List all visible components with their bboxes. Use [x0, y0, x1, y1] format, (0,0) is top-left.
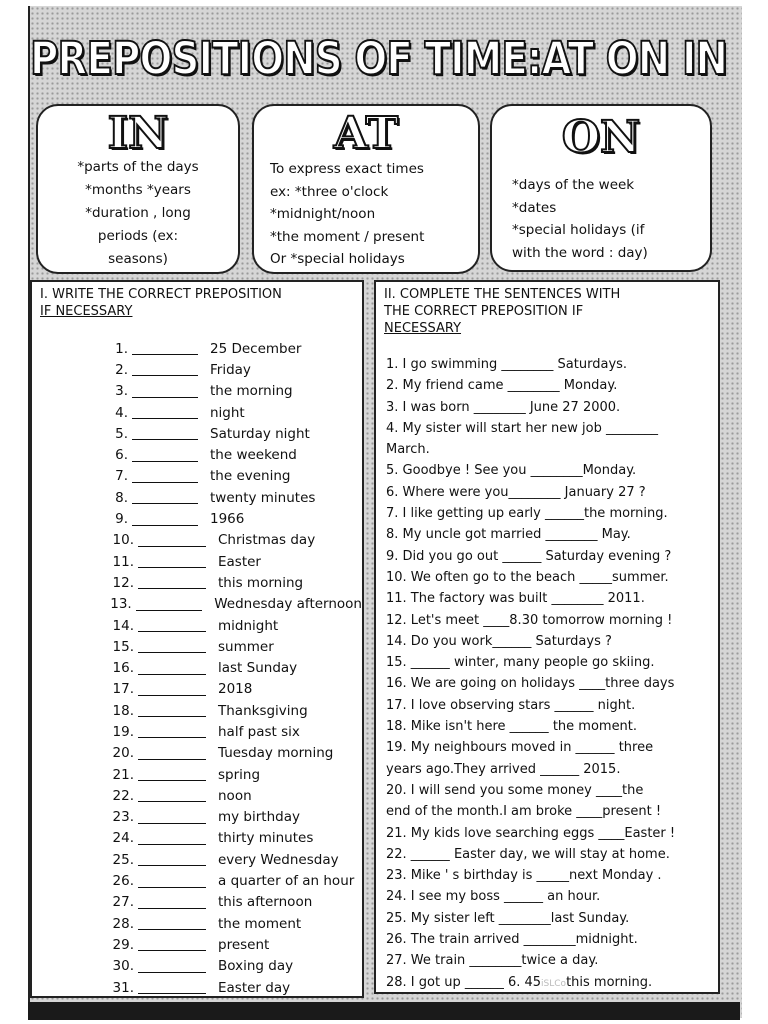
answer-blank[interactable]	[132, 406, 198, 419]
exercise-two-title-line2: THE CORRECT PREPOSITION IF	[384, 304, 584, 319]
sentence-text: 6. Where were you________ January 27 ?	[386, 484, 646, 500]
exercise-two-sentence	[386, 716, 716, 737]
exercise-one-item	[32, 594, 362, 615]
sentence-text: 1. I go swimming ________ Saturdays.	[386, 357, 628, 372]
sentence-text: 8. My uncle got married ________ May.	[386, 527, 631, 543]
exercise-two-sentence	[386, 652, 716, 673]
item-text: thirty minutes	[218, 830, 314, 847]
item-text: 25 December	[210, 340, 302, 357]
answer-blank[interactable]	[138, 832, 206, 845]
answer-blank[interactable]	[138, 619, 206, 632]
exercise-two-sentence	[386, 972, 716, 995]
item-number: 18.	[112, 702, 134, 719]
at-rule-line: Or *special holidays	[270, 251, 405, 267]
answer-blank[interactable]	[138, 725, 206, 738]
sentence-text: 26. The train arrived ________midnight.	[386, 932, 638, 948]
exercise-one-item	[32, 679, 362, 700]
answer-blank[interactable]	[138, 938, 206, 951]
sentence-text: 28. I got up ______ 6. 45	[386, 974, 542, 990]
item-text: half past six	[218, 723, 300, 740]
answer-blank[interactable]	[138, 981, 206, 994]
item-number: 30.	[112, 958, 134, 975]
exercise-two-sentence	[386, 737, 716, 758]
sentence-tail: this morning.	[566, 974, 653, 990]
sentence-text: 25. My sister left ________last Sunday.	[386, 910, 630, 926]
answer-blank[interactable]	[132, 470, 198, 483]
answer-blank[interactable]	[138, 640, 206, 653]
exercise-one-item	[32, 402, 362, 423]
at-rule-line: ex: *three o'clock	[270, 183, 389, 200]
sentence-text: 15. ______ winter, many people go skiing.	[386, 655, 655, 671]
sentence-text: 20. I will send you some money ____the	[386, 782, 644, 798]
item-number: 10.	[112, 532, 134, 549]
item-text: last Sunday	[218, 660, 298, 677]
exercise-two-sentence	[386, 567, 716, 588]
page-margin	[742, 6, 768, 1018]
exercise-one-item	[32, 487, 362, 508]
exercise-one-item	[32, 934, 362, 955]
answer-blank[interactable]	[138, 917, 206, 930]
item-number: 28.	[112, 915, 134, 932]
exercise-two-sentence	[386, 354, 716, 375]
item-number: 8.	[115, 489, 128, 506]
answer-blank[interactable]	[138, 811, 206, 824]
item-text: midnight	[218, 617, 279, 634]
exercise-two-sentence	[386, 759, 716, 780]
item-text: Easter	[218, 553, 261, 570]
exercise-one-item	[32, 551, 362, 572]
item-text: Saturday night	[210, 425, 310, 442]
item-number: 19.	[112, 723, 134, 740]
in-rules-list	[38, 156, 238, 271]
exercise-one-item	[32, 359, 362, 380]
exercise-two-sentence	[386, 631, 716, 652]
at-rule-line: To express exact times	[270, 161, 424, 177]
exercise-two-sentence	[386, 375, 716, 396]
at-rules-box	[252, 104, 480, 274]
answer-blank[interactable]	[132, 363, 198, 376]
watermark: iSLCo	[541, 978, 567, 989]
exercise-one-item	[32, 743, 362, 764]
item-number: 4.	[115, 404, 128, 421]
sentence-text: 10. We often go to the beach _____summer.	[386, 569, 669, 585]
exercise-one-title-line1: I. WRITE THE CORRECT PREPOSITION	[40, 287, 282, 302]
exercise-two-sentence	[386, 610, 716, 631]
exercise-one-item	[32, 700, 362, 721]
answer-blank[interactable]	[138, 896, 206, 909]
answer-blank[interactable]	[138, 534, 206, 547]
sentence-text: 22. ______ Easter day, we will stay at home.	[386, 846, 670, 862]
exercise-one-item	[32, 807, 362, 828]
answer-blank[interactable]	[132, 342, 198, 355]
answer-blank[interactable]	[138, 768, 206, 781]
item-number: 21.	[112, 766, 134, 783]
item-number: 22.	[112, 787, 134, 804]
worksheet-title: PREPOSITIONS OF TIME:AT ON IN	[30, 32, 728, 85]
item-text: Thanksgiving	[218, 702, 308, 719]
item-text: my birthday	[218, 809, 300, 826]
item-number: 1.	[115, 340, 128, 357]
item-text: a quarter of an hour	[218, 873, 355, 890]
sentence-text: 9. Did you go out ______ Saturday evening ?	[386, 548, 672, 564]
on-rules-list	[492, 174, 710, 264]
item-text: night	[210, 404, 245, 421]
exercise-one-item	[32, 657, 362, 678]
exercise-two-sentence	[386, 801, 716, 822]
exercise-two-sentence	[386, 546, 716, 567]
sentence-text: 21. My kids love searching eggs ____Easter !	[386, 825, 676, 841]
answer-blank[interactable]	[132, 427, 198, 440]
sentence-text: 19. My neighbours moved in ______ three	[386, 740, 654, 756]
answer-blank[interactable]	[138, 576, 206, 589]
at-rule-line: *the moment / present	[270, 228, 425, 245]
item-text: present	[218, 936, 270, 953]
at-heading: AT	[333, 108, 399, 159]
exercise-two-sentence	[386, 929, 716, 950]
sentence-text: 16. We are going on holidays ____three days	[386, 676, 675, 692]
item-number: 14.	[112, 617, 134, 634]
item-number: 27.	[112, 894, 134, 911]
exercise-one-item	[32, 977, 362, 998]
sentence-text: years ago.They arrived ______ 2015.	[386, 761, 621, 777]
sentence-text: 2. My friend came ________ Monday.	[386, 378, 618, 394]
item-text: Friday	[210, 361, 251, 378]
item-text: the weekend	[210, 447, 297, 464]
exercise-two-sentence	[386, 886, 716, 907]
exercise-two-panel	[374, 280, 720, 994]
exercise-one-item	[32, 466, 362, 487]
page-bottom-border	[28, 1002, 740, 1020]
item-number: 26.	[112, 873, 134, 890]
sentence-text: 7. I like getting up early ______the morning.	[386, 506, 668, 522]
exercise-one-item	[32, 785, 362, 806]
exercise-two-sentence	[386, 588, 716, 609]
exercise-two-sentence	[386, 844, 716, 865]
on-rule-line: *days of the week	[512, 177, 635, 193]
item-number: 3.	[115, 383, 128, 400]
sentence-text: 5. Goodbye ! See you ________Monday.	[386, 463, 637, 479]
item-number: 31.	[112, 979, 134, 996]
item-text: twenty minutes	[210, 489, 316, 506]
exercise-one-item	[32, 381, 362, 402]
exercise-two-sentence	[386, 908, 716, 929]
item-text: the morning	[210, 383, 293, 400]
exercise-one-item	[32, 615, 362, 636]
item-number: 12.	[112, 574, 134, 591]
in-rules-box	[36, 104, 240, 274]
exercise-two-sentence	[386, 482, 716, 503]
item-number: 9.	[115, 511, 128, 528]
exercise-two-list	[386, 354, 716, 995]
answer-blank[interactable]	[136, 598, 202, 611]
exercise-two-sentence	[386, 695, 716, 716]
exercise-one-item	[32, 828, 362, 849]
item-number: 24.	[112, 830, 134, 847]
on-rule-line: *special holidays (if	[512, 222, 645, 238]
exercise-one-item	[32, 764, 362, 785]
exercise-two-sentence	[386, 865, 716, 886]
item-text: the moment	[218, 915, 302, 932]
item-text: 1966	[210, 511, 245, 528]
in-heading: IN	[107, 108, 169, 159]
item-number: 7.	[115, 468, 128, 485]
at-rule-line: *midnight/noon	[270, 206, 376, 222]
sentence-text: 11. The factory was built ________ 2011.	[386, 591, 645, 607]
item-number: 17.	[112, 681, 134, 698]
exercise-one-item	[32, 913, 362, 934]
answer-blank[interactable]	[132, 491, 198, 504]
exercise-two-sentence	[386, 524, 716, 545]
item-number: 16.	[112, 660, 134, 677]
exercise-one-title	[32, 282, 362, 320]
exercise-one-item	[32, 423, 362, 444]
on-rule-line: *dates	[512, 199, 557, 216]
sentence-text: 27. We train ________twice a day.	[386, 953, 599, 969]
in-rule-line: periods (ex:	[97, 228, 179, 244]
in-rule-line: *months *years	[85, 182, 191, 198]
exercise-one-item	[32, 530, 362, 551]
item-text: Christmas day	[218, 532, 316, 549]
exercise-one-item	[32, 892, 362, 913]
at-rules-list	[254, 158, 478, 271]
answer-blank[interactable]	[138, 747, 206, 760]
exercise-two-sentence	[386, 950, 716, 971]
on-rules-box	[490, 104, 712, 272]
exercise-two-sentence	[386, 503, 716, 524]
item-text: summer	[218, 638, 274, 655]
exercise-one-item	[32, 572, 362, 593]
answer-blank[interactable]	[138, 789, 206, 802]
sentence-text: 23. Mike ' s birthday is _____next Monday .	[386, 868, 662, 884]
exercise-two-title-line3: NECESSARY	[384, 321, 462, 336]
answer-blank[interactable]	[132, 513, 198, 526]
sentence-text: end of the month.I am broke ____present !	[386, 804, 662, 820]
answer-blank[interactable]	[138, 683, 206, 696]
exercise-one-item	[32, 956, 362, 977]
in-rule-line: seasons)	[108, 251, 168, 267]
answer-blank[interactable]	[132, 385, 198, 398]
item-text: this afternoon	[218, 894, 313, 911]
exercise-two-title-line1: II. COMPLETE THE SENTENCES WITH	[384, 287, 621, 302]
item-number: 25.	[112, 851, 134, 868]
exercise-two-sentence	[386, 418, 716, 439]
item-number: 11.	[112, 553, 134, 570]
answer-blank[interactable]	[138, 875, 206, 888]
exercise-one-item	[32, 870, 362, 891]
sentence-text: 24. I see my boss ______ an hour.	[386, 889, 601, 905]
on-rule-line: with the word : day)	[512, 244, 648, 261]
exercise-two-title	[376, 282, 718, 337]
exercise-one-item	[32, 444, 362, 465]
item-text: 2018	[218, 681, 253, 698]
exercise-one-item	[32, 508, 362, 529]
item-number: 15.	[112, 638, 134, 655]
sentence-text: 14. Do you work______ Saturdays ?	[386, 633, 612, 649]
item-text: Wednesday afternoon	[214, 596, 362, 613]
item-number: 23.	[112, 809, 134, 826]
exercise-one-list	[32, 338, 362, 998]
exercise-one-item	[32, 849, 362, 870]
exercise-two-sentence	[386, 460, 716, 481]
sentence-text: 18. Mike isn't here ______ the moment.	[386, 719, 638, 735]
item-number: 6.	[115, 447, 128, 464]
item-text: this morning	[218, 574, 304, 591]
item-number: 13.	[110, 596, 132, 613]
item-text: Tuesday morning	[218, 745, 334, 762]
answer-blank[interactable]	[132, 449, 198, 462]
exercise-one-item	[32, 338, 362, 359]
answer-blank[interactable]	[138, 704, 206, 717]
item-text: every Wednesday	[218, 851, 339, 868]
sentence-text: 4. My sister will start her new job ________	[386, 420, 658, 436]
item-number: 5.	[115, 425, 128, 442]
item-text: Boxing day	[218, 958, 294, 975]
exercise-two-sentence	[386, 673, 716, 694]
exercise-one-item	[32, 636, 362, 657]
answer-blank[interactable]	[138, 555, 206, 568]
sentence-text: March.	[386, 442, 430, 458]
exercise-two-sentence	[386, 397, 716, 418]
item-text: the evening	[210, 468, 291, 485]
exercise-two-sentence	[386, 823, 716, 844]
answer-blank[interactable]	[138, 853, 206, 866]
exercise-one-item	[32, 721, 362, 742]
item-number: 20.	[112, 745, 134, 762]
sentence-text: 17. I love observing stars ______ night.	[386, 697, 636, 713]
sentence-text: 12. Let's meet ____8.30 tomorrow morning !	[386, 612, 673, 628]
exercise-one-panel	[30, 280, 364, 998]
in-rule-line: *parts of the days	[77, 159, 199, 175]
exercise-two-sentence	[386, 780, 716, 801]
on-heading: ON	[561, 112, 641, 163]
sentence-text: 3. I was born ________ June 27 2000.	[386, 399, 621, 415]
answer-blank[interactable]	[138, 662, 206, 675]
exercise-one-title-line2: IF NECESSARY	[40, 304, 133, 319]
in-rule-line: *duration , long	[85, 205, 191, 221]
item-number: 29.	[112, 936, 134, 953]
item-text: noon	[218, 787, 252, 804]
exercise-two-sentence	[386, 439, 716, 460]
answer-blank[interactable]	[138, 960, 206, 973]
item-text: Easter day	[218, 979, 291, 996]
item-text: spring	[218, 766, 261, 783]
item-number: 2.	[115, 361, 128, 378]
